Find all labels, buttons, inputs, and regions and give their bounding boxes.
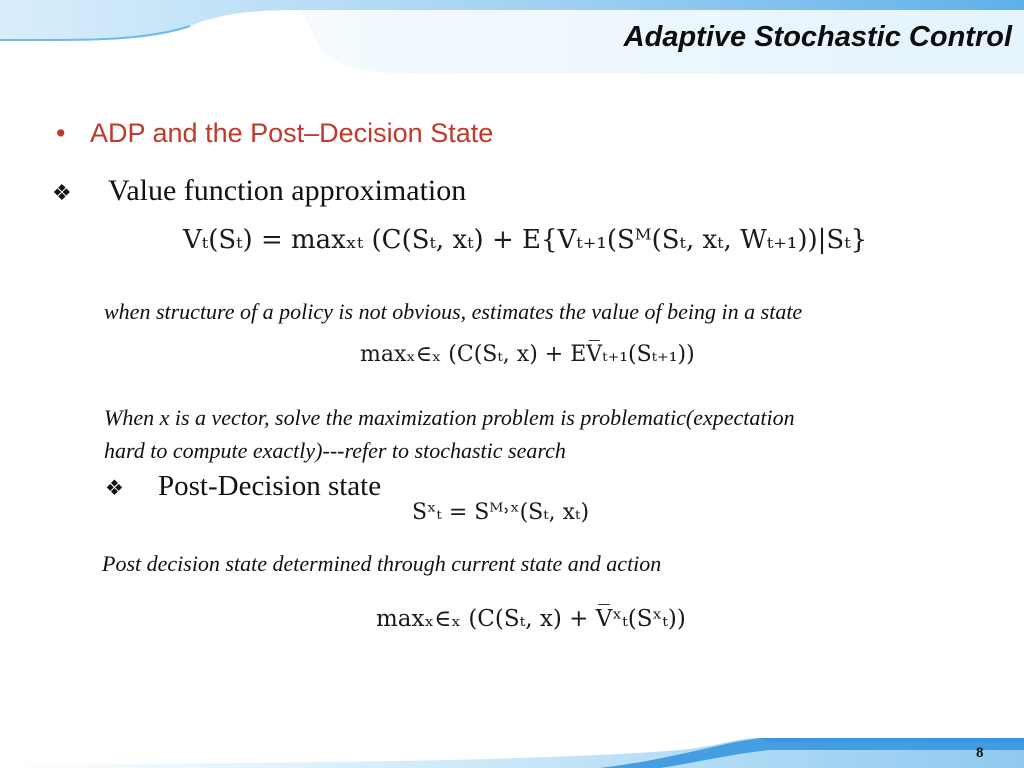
four-petal-diamond-bullet-icon: ❖ — [52, 180, 72, 205]
note-line: hard to compute exactly)---refer to stochastic search — [104, 438, 566, 463]
equation-text: Sˣₜ = Sᴹ˒ˣ(Sₜ, xₜ) — [412, 500, 590, 525]
note-post-decision: Post decision state determined through current state and action — [102, 551, 662, 576]
sub-bullet-value-function — [52, 174, 466, 208]
equation-text: Vₜ(Sₜ) = maxₓₜ (C(Sₜ, xₜ) + E{Vₜ₊₁(Sᴹ(Sₜ, xₜ, Wₜ₊₁))|Sₜ} — [183, 225, 868, 255]
sub-bullet-post-decision — [105, 470, 381, 503]
equation-bellman — [183, 225, 867, 255]
slide-title: Adaptive Stochastic Control — [623, 21, 1012, 53]
equation-text: maxₓ∈ₓ (C(Sₜ, x) + V̅ˣₜ(Sˣₜ)) — [376, 606, 686, 632]
round-bullet-icon: • — [56, 118, 66, 148]
page-number: 8 — [976, 745, 984, 761]
bullet-heading — [56, 118, 493, 149]
bullet-heading-text: ADP and the Post–Decision State — [90, 118, 494, 148]
equation-text: maxₓ∈ₓ (C(Sₜ, x) + EV̅ₜ₊₁(Sₜ₊₁)) — [360, 342, 695, 367]
sub-bullet-text: Value function approximation — [108, 174, 467, 207]
note-line: When x is a vector, solve the maximization problem is problematic(expectation — [104, 405, 795, 430]
footer-banner — [0, 728, 1024, 768]
equation-max-approx — [360, 342, 695, 367]
note-vector-action — [104, 401, 795, 467]
equation-post-decision-state — [412, 500, 589, 525]
note-policy-structure: when structure of a policy is not obvious, estimates the value of being in a state — [104, 299, 803, 324]
sub-bullet-text: Post-Decision state — [158, 470, 382, 502]
four-petal-diamond-bullet-icon: ❖ — [105, 476, 124, 500]
equation-max-post-decision — [376, 606, 686, 632]
